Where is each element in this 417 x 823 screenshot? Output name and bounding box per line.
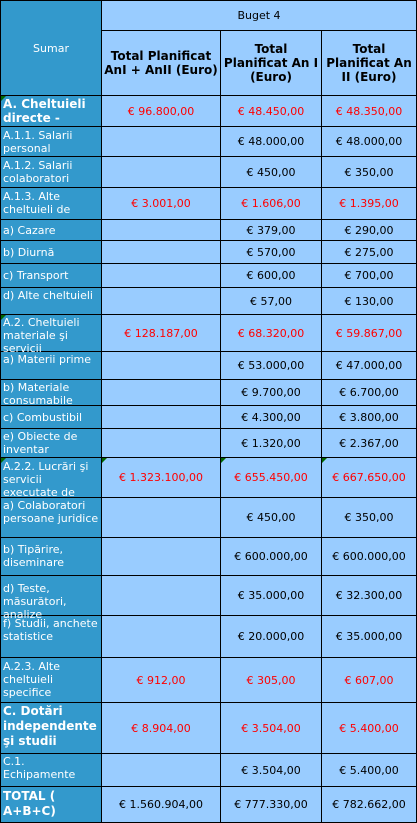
row-label-cell[interactable] bbox=[1, 380, 102, 406]
row-label: b) Tipărire, diseminare bbox=[3, 542, 65, 569]
an1-cell[interactable]: € 450,00 bbox=[221, 157, 322, 188]
total-cell[interactable]: € 1.323.100,00 bbox=[102, 458, 221, 498]
table-row bbox=[1, 538, 417, 576]
row-label: a) Materii prime bbox=[3, 353, 92, 366]
an1-cell[interactable]: € 20.000,00 bbox=[221, 616, 322, 658]
row-label: a) Cazare bbox=[3, 223, 56, 237]
row-label: b) Diurnă bbox=[3, 245, 55, 259]
row-label-cell[interactable] bbox=[1, 498, 102, 538]
table-row bbox=[1, 188, 417, 220]
an2-cell[interactable]: € 59.867,00 bbox=[322, 315, 417, 352]
table-row bbox=[1, 380, 417, 406]
total-cell[interactable]: € 96.800,00 bbox=[102, 96, 221, 127]
row-label-cell[interactable] bbox=[1, 96, 102, 127]
an1-cell[interactable]: € 305,00 bbox=[221, 658, 322, 703]
row-label-cell[interactable] bbox=[1, 458, 102, 498]
row-label: A.2. Cheltuieli materiale şi servicii bbox=[3, 316, 80, 355]
budget-header-cell[interactable]: Buget 4 bbox=[102, 1, 417, 31]
an2-cell[interactable]: € 48.000,00 bbox=[322, 127, 417, 157]
an1-cell[interactable]: € 48.000,00 bbox=[221, 127, 322, 157]
row-label: f) Studii, anchete statistice bbox=[3, 617, 98, 643]
row-label: A.1.3. Alte cheltuieli de bbox=[3, 190, 71, 216]
total-cell[interactable] bbox=[102, 498, 221, 538]
an2-cell[interactable]: € 667.650,00 bbox=[322, 458, 417, 498]
total-cell[interactable] bbox=[102, 576, 221, 616]
an1-cell[interactable]: € 1.606,00 bbox=[221, 188, 322, 220]
row-label-cell[interactable] bbox=[1, 616, 102, 658]
an2-cell[interactable]: € 350,00 bbox=[322, 157, 417, 188]
an1-cell[interactable]: € 48.450,00 bbox=[221, 96, 322, 127]
an1-cell[interactable]: € 379,00 bbox=[221, 220, 322, 241]
col-header-total[interactable]: Total Planificat AnI + AnII (Euro) bbox=[102, 31, 221, 96]
table-row bbox=[1, 96, 417, 127]
total-cell[interactable] bbox=[102, 616, 221, 658]
row-label-cell[interactable] bbox=[1, 127, 102, 157]
total-cell[interactable] bbox=[102, 241, 221, 264]
row-label: A. Cheltuieli directe - bbox=[3, 97, 86, 125]
row-label: A.2.2. Lucrări şi servicii executate de bbox=[3, 459, 89, 499]
row-label-cell[interactable] bbox=[1, 157, 102, 188]
col-header-an1[interactable]: Total Planificat An I (Euro) bbox=[221, 31, 322, 96]
table-row bbox=[1, 754, 417, 787]
an1-cell[interactable]: € 600,00 bbox=[221, 264, 322, 288]
an2-cell[interactable]: € 32.300,00 bbox=[322, 576, 417, 616]
row-label: c) Combustibil bbox=[3, 410, 83, 424]
row-label-cell[interactable] bbox=[1, 429, 102, 458]
total-cell[interactable] bbox=[102, 157, 221, 188]
an1-cell[interactable]: € 68.320,00 bbox=[221, 315, 322, 352]
sumar-header-cell[interactable]: Sumar bbox=[1, 1, 102, 96]
an2-cell[interactable]: € 6.700,00 bbox=[322, 380, 417, 406]
an1-cell[interactable]: € 35.000,00 bbox=[221, 576, 322, 616]
total-cell[interactable] bbox=[102, 754, 221, 787]
row-label-cell[interactable] bbox=[1, 352, 102, 380]
total-cell[interactable]: € 3.001,00 bbox=[102, 188, 221, 220]
total-cell[interactable] bbox=[102, 220, 221, 241]
header-row-top bbox=[1, 1, 417, 31]
an2-cell[interactable]: € 1.395,00 bbox=[322, 188, 417, 220]
an1-cell[interactable]: € 1.320,00 bbox=[221, 429, 322, 458]
row-label-cell[interactable] bbox=[1, 220, 102, 241]
an1-cell[interactable]: € 655.450,00 bbox=[221, 458, 322, 498]
total-cell[interactable]: € 8.904,00 bbox=[102, 703, 221, 754]
an2-cell[interactable]: € 5.400,00 bbox=[322, 703, 417, 754]
an2-cell[interactable]: € 5.400,00 bbox=[322, 754, 417, 787]
an1-cell[interactable]: € 3.504,00 bbox=[221, 703, 322, 754]
an1-cell[interactable]: € 9.700,00 bbox=[221, 380, 322, 406]
table-row bbox=[1, 127, 417, 157]
table-row bbox=[1, 458, 417, 498]
total-cell[interactable] bbox=[102, 352, 221, 380]
row-label: A.1.1. Salarii personal bbox=[3, 128, 73, 155]
an1-cell[interactable]: € 3.504,00 bbox=[221, 754, 322, 787]
total-row bbox=[1, 787, 417, 823]
row-label: d) Teste, măsurători, analize bbox=[3, 581, 67, 621]
row-label-cell[interactable] bbox=[1, 576, 102, 621]
an2-cell[interactable]: € 600.000,00 bbox=[322, 538, 417, 576]
table-row bbox=[1, 157, 417, 188]
row-label: e) Obiecte de inventar bbox=[3, 430, 78, 456]
table-row bbox=[1, 703, 417, 754]
an2-cell[interactable]: € 290,00 bbox=[322, 220, 417, 241]
row-label-cell[interactable] bbox=[1, 315, 102, 355]
row-label: TOTAL ( A+B+C) bbox=[3, 788, 56, 818]
row-label: a) Colaboratori persoane juridice bbox=[3, 498, 99, 525]
total-cell[interactable] bbox=[102, 429, 221, 458]
row-label-cell[interactable] bbox=[1, 288, 102, 315]
row-label-cell[interactable] bbox=[1, 703, 102, 754]
total-cell[interactable]: € 128.187,00 bbox=[102, 315, 221, 352]
total-cell[interactable]: € 1.560.904,00 bbox=[102, 787, 221, 823]
row-label: C.1. Echipamente bbox=[3, 755, 76, 781]
total-cell[interactable] bbox=[102, 264, 221, 288]
row-label: b) Materiale consumabile bbox=[3, 380, 73, 407]
table-row bbox=[1, 406, 417, 429]
total-cell[interactable]: € 912,00 bbox=[102, 658, 221, 703]
total-cell[interactable] bbox=[102, 406, 221, 429]
table-row bbox=[1, 241, 417, 264]
table-row bbox=[1, 352, 417, 380]
row-label: c) Transport bbox=[3, 269, 69, 282]
col-header-an2[interactable]: Total Planificat An II (Euro) bbox=[322, 31, 417, 96]
an2-cell[interactable]: € 275,00 bbox=[322, 241, 417, 264]
an2-cell[interactable]: € 48.350,00 bbox=[322, 96, 417, 127]
an1-cell[interactable]: € 4.300,00 bbox=[221, 406, 322, 429]
total-cell[interactable] bbox=[102, 288, 221, 315]
table-row bbox=[1, 616, 417, 658]
an2-cell[interactable]: € 3.800,00 bbox=[322, 406, 417, 429]
table-row bbox=[1, 498, 417, 538]
an1-cell[interactable]: € 600.000,00 bbox=[221, 538, 322, 576]
row-label-cell[interactable] bbox=[1, 658, 102, 703]
an1-cell[interactable]: € 777.330,00 bbox=[221, 787, 322, 823]
an1-cell[interactable]: € 57,00 bbox=[221, 288, 322, 315]
table-row bbox=[1, 315, 417, 352]
an2-cell[interactable]: € 607,00 bbox=[322, 658, 417, 703]
an2-cell[interactable]: € 350,00 bbox=[322, 498, 417, 538]
table-row bbox=[1, 264, 417, 288]
row-label: A.1.2. Salarii colaboratori bbox=[3, 158, 73, 185]
row-label: d) Alte cheltuieli bbox=[3, 289, 93, 302]
table-row bbox=[1, 429, 417, 458]
table-row bbox=[1, 658, 417, 703]
an1-cell[interactable]: € 450,00 bbox=[221, 498, 322, 538]
total-cell[interactable] bbox=[102, 127, 221, 157]
an2-cell[interactable]: € 130,00 bbox=[322, 288, 417, 315]
row-label-cell[interactable] bbox=[1, 787, 102, 823]
total-cell[interactable] bbox=[102, 380, 221, 406]
row-label: A.2.3. Alte cheltuieli specifice bbox=[3, 659, 60, 699]
an2-cell[interactable]: € 782.662,00 bbox=[322, 787, 417, 823]
an2-cell[interactable]: € 700,00 bbox=[322, 264, 417, 288]
table-row bbox=[1, 288, 417, 315]
row-label-cell[interactable] bbox=[1, 406, 102, 429]
row-label: C. Dotări independente şi studii bbox=[3, 704, 97, 748]
row-label-cell[interactable] bbox=[1, 241, 102, 264]
total-cell[interactable] bbox=[102, 538, 221, 576]
row-label-cell[interactable] bbox=[1, 188, 102, 220]
an2-cell[interactable]: € 47.000,00 bbox=[322, 352, 417, 380]
table-row bbox=[1, 576, 417, 616]
row-label-cell[interactable] bbox=[1, 754, 102, 787]
table-row bbox=[1, 220, 417, 241]
row-label-cell[interactable] bbox=[1, 264, 102, 288]
an2-cell[interactable]: € 35.000,00 bbox=[322, 616, 417, 658]
an1-cell[interactable]: € 570,00 bbox=[221, 241, 322, 264]
an1-cell[interactable]: € 53.000,00 bbox=[221, 352, 322, 380]
row-label-cell[interactable] bbox=[1, 538, 102, 576]
an2-cell[interactable]: € 2.367,00 bbox=[322, 429, 417, 458]
